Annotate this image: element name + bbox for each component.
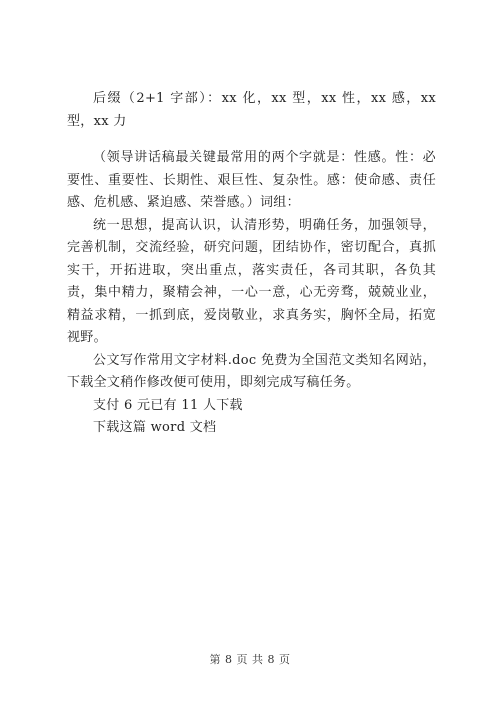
payment-info: 支付 6 元已有 11 人下载 — [93, 397, 243, 413]
page-number-footer: 第 8 页 共 8 页 — [209, 653, 291, 666]
suffix-paragraph: 后缀（2+1 字部）：xx 化，xx 型，xx 性，xx 感，xx 型，xx 力 — [67, 91, 436, 129]
explanation-paragraph: （领导讲话稿最关键最常用的两个字就是：性感。性：必要性、重要性、长期性、艰巨性、复杂性。感：使命感、责任感、危机感、紧迫感、荣誉感。）词组： — [67, 150, 436, 210]
document-body — [67, 88, 436, 440]
phrases-paragraph: 统一思想，提高认识，认清形势，明确任务，加强领导，完善机制，交流经验，研究问题，团结协作，密切配合，真抓实干，开拓进取，突出重点，落实责任，各司其职，各负其责，集中精力，聚精会神，一心一意，心无旁骛，兢兢业业，精益求精，一抓到底，爱岗敬业，求真务实，胸怀全局，拓宽视野。 — [67, 217, 436, 345]
promo-paragraph: 公文写作常用文字材料.doc 免费为全国范文类知名网站，下载全文稍作修改便可使用，即刻完成写稿任务。 — [67, 352, 436, 390]
download-link[interactable]: 下载这篇 word 文档 — [93, 420, 217, 435]
